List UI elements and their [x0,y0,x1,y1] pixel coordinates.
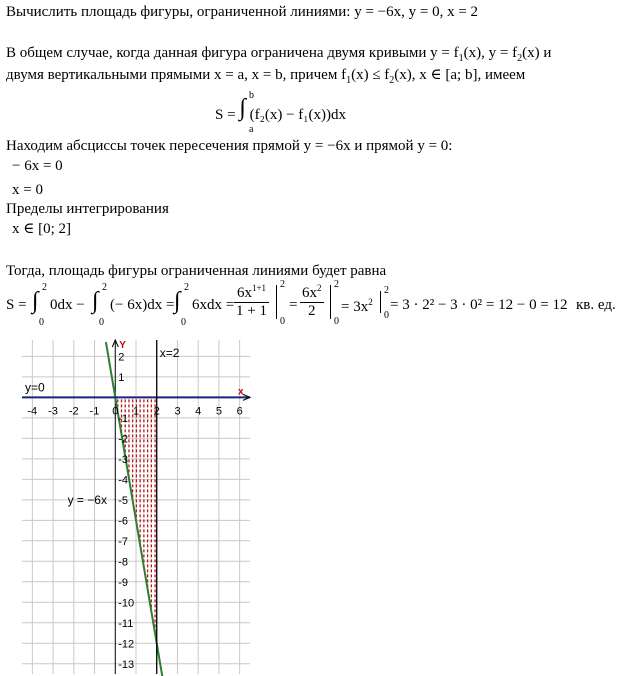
lower-limit: 0 [99,317,104,328]
equals: = [289,297,298,313]
frac2-den: 2 [308,303,316,319]
integrand-1: 0dx − [50,297,85,313]
x-tick-label: 0 [112,405,119,418]
limits-label: Пределы интегрирования [6,201,169,217]
equation-2: x = 0 [12,182,43,198]
x-tick-label: 4 [195,405,202,418]
result: = 3 · 2² − 3 · 0² = 12 − 0 = 12 [390,297,568,313]
problem-title: Вычислить площадь фигуры, ограниченной линиями: y = −6x, y = 0, x = 2 [6,4,479,20]
y-axis-label: Y [119,340,126,351]
series-line-minus-6x [106,342,163,676]
integrand-2: (− 6x)dx = [110,297,175,313]
y-tick-label: 1 [118,371,125,384]
y-tick-label: -4 [118,474,129,487]
bar-lower: 0 [384,310,389,321]
y-tick-label: -1 [118,412,129,425]
x-tick-label: 2 [153,405,160,418]
y-tick-label: -11 [118,617,134,630]
integral-sign: ∫ [92,288,99,314]
y-tick-label: -13 [118,658,135,671]
y-tick-label: -7 [118,535,129,548]
y-tick-label: -3 [118,453,129,466]
x-tick-label: 5 [215,405,223,418]
upper-limit: b [249,90,254,101]
frac2-exp: 2 [317,283,322,293]
y-tick-label: -9 [118,576,129,589]
x-tick-label: -3 [48,405,58,418]
y-tick-label: -5 [118,494,129,507]
x-tick-label: -2 [68,405,79,418]
step-intersection: Находим абсциссы точек пересечения прямой y = −6x и прямой y = 0: [6,138,453,154]
x-tick-label: 3 [174,405,181,418]
x-tick-label: -1 [89,405,100,418]
intro-text: двумя вертикальными прямыми x = a, x = b, причем f [6,67,347,83]
integrand-3: 6xdx = [192,297,235,313]
bar-upper: 2 [280,279,285,290]
intro-text: (x), x ∈ [a; b], имеем [394,67,526,83]
units: кв. ед. [576,297,616,313]
frac1-den: 1 + 1 [236,303,267,319]
lower-limit: 0 [39,317,44,328]
subscript: 2 [517,53,523,64]
integral-sign: ∫ [174,288,181,314]
integrand: (f₂(x) − f₁(x))dx [249,107,347,123]
bar-upper: 2 [334,279,339,290]
x-axis-label: x [238,386,244,398]
intro-text: В общем случае, когда данная фигура ограничена двумя кривыми y = f [6,45,459,61]
bar-lower: 0 [334,316,339,327]
intro-text: (x), y = f [463,45,518,61]
x-tick-label: 6 [236,405,243,418]
integral-sign: ∫ [239,95,246,121]
annotation-minus-6x: y = −6x [67,492,107,507]
upper-limit: 2 [102,282,107,293]
y-tick-label: 2 [118,351,125,364]
frac2-num: 6x [302,285,317,301]
y-tick-label: -8 [118,556,129,569]
integral-sign: ∫ [32,288,39,314]
intro-text: (x) и [522,45,552,61]
interval: x ∈ [0; 2] [12,221,72,237]
upper-limit: 2 [42,282,47,293]
tail-exp: 2 [368,297,373,307]
tail-text: = 3x [341,299,369,315]
frac1-num: 6x [236,285,252,301]
annotation-x2: x=2 [159,346,180,360]
subscript: 1 [458,53,464,64]
x-tick-label: 1 [133,405,140,418]
lower-limit: 0 [181,317,186,328]
intro-text: (x) ≤ f [351,67,390,83]
lower-limit: a [249,124,254,135]
annotation-y0: y=0 [25,380,45,395]
bar-upper: 2 [384,285,389,296]
y-tick-label: -2 [118,433,129,446]
frac1-exp: 1+1 [251,283,267,293]
subscript: 1 [346,75,352,86]
y-tick-label: -6 [118,515,129,528]
area-lhs: S = [6,297,27,313]
equation-1: − 6x = 0 [12,158,63,174]
conclusion-text: Тогда, площадь фигуры ограниченная линиями будет равна [6,263,387,279]
subscript: 2 [389,75,395,86]
upper-limit: 2 [184,282,189,293]
y-tick-label: -12 [118,638,135,651]
bar-lower: 0 [280,316,285,327]
y-tick-label: -10 [118,597,135,610]
formula-lhs: S = [215,107,236,123]
x-tick-label: -4 [27,405,38,418]
